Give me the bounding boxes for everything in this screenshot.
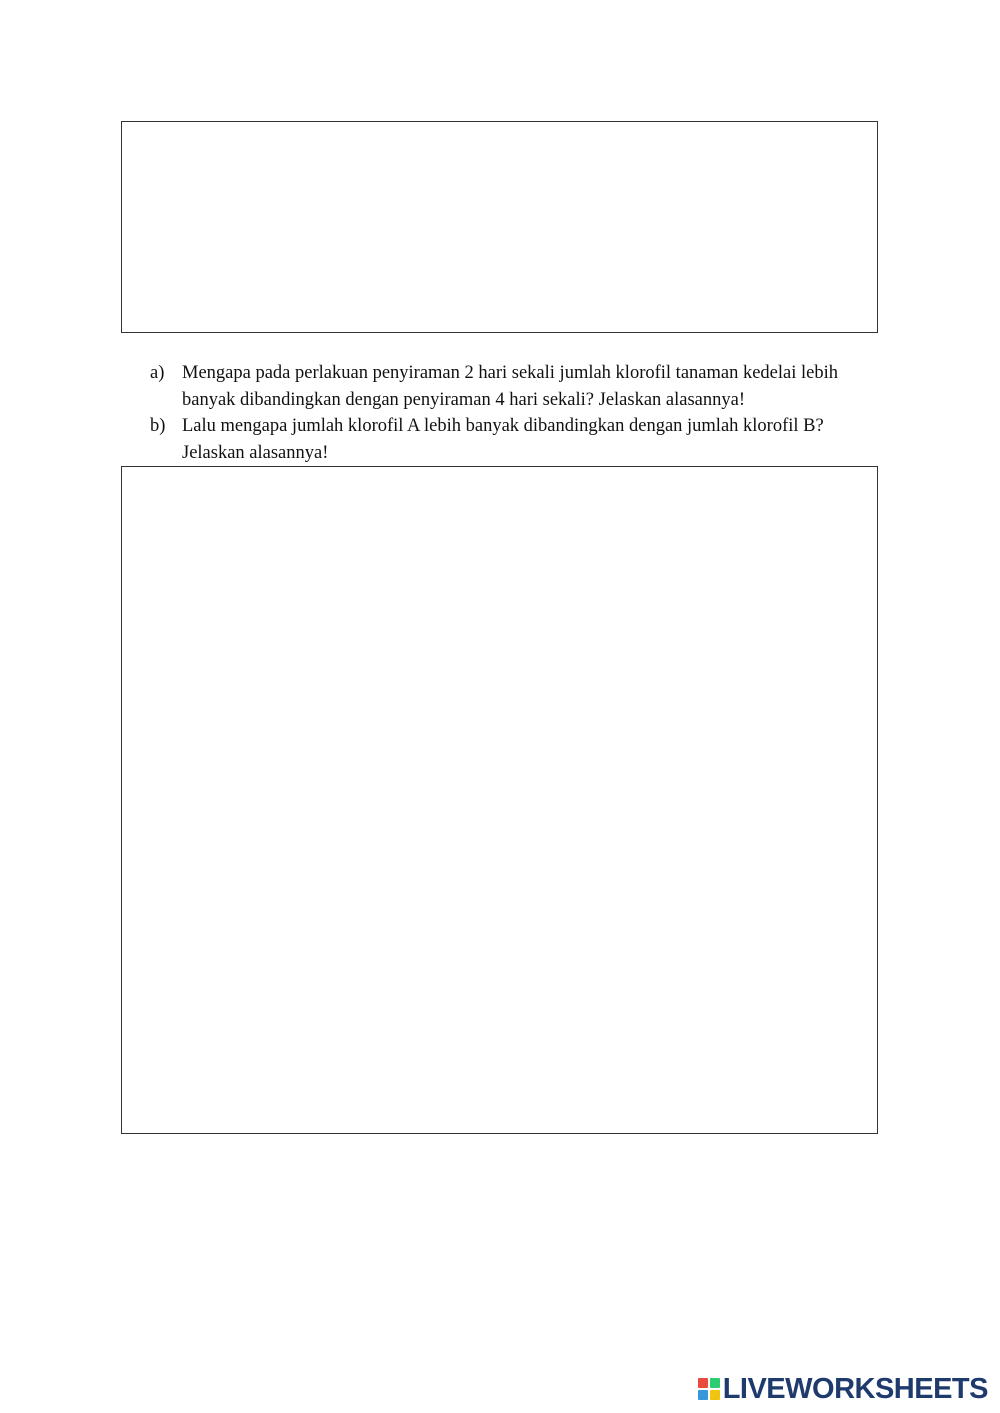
answer-box-bottom[interactable] bbox=[121, 466, 878, 1134]
logo-square-2 bbox=[710, 1378, 720, 1388]
question-marker: b) bbox=[150, 416, 166, 436]
question-marker: a) bbox=[150, 363, 165, 383]
liveworksheets-logo-icon bbox=[698, 1378, 720, 1400]
question-item-a bbox=[150, 360, 870, 413]
logo-square-1 bbox=[698, 1378, 708, 1388]
question-text: Lalu mengapa jumlah klorofil A lebih banyak dibandingkan dengan jumlah klorofil B? Jelaskan alasannya! bbox=[182, 416, 824, 463]
liveworksheets-logo bbox=[698, 1373, 988, 1405]
question-text: Mengapa pada perlakuan penyiraman 2 hari sekali jumlah klorofil tanaman kedelai lebih banyak dibandingkan dengan penyiraman 4 hari sekali? Jelaskan alasannya! bbox=[182, 363, 838, 410]
logo-square-4 bbox=[710, 1390, 720, 1400]
question-list bbox=[150, 360, 870, 466]
question-item-b bbox=[150, 413, 870, 466]
logo-square-3 bbox=[698, 1390, 708, 1400]
answer-box-top[interactable] bbox=[121, 121, 878, 333]
logo-text: LIVEWORKSHEETS bbox=[722, 1373, 988, 1405]
